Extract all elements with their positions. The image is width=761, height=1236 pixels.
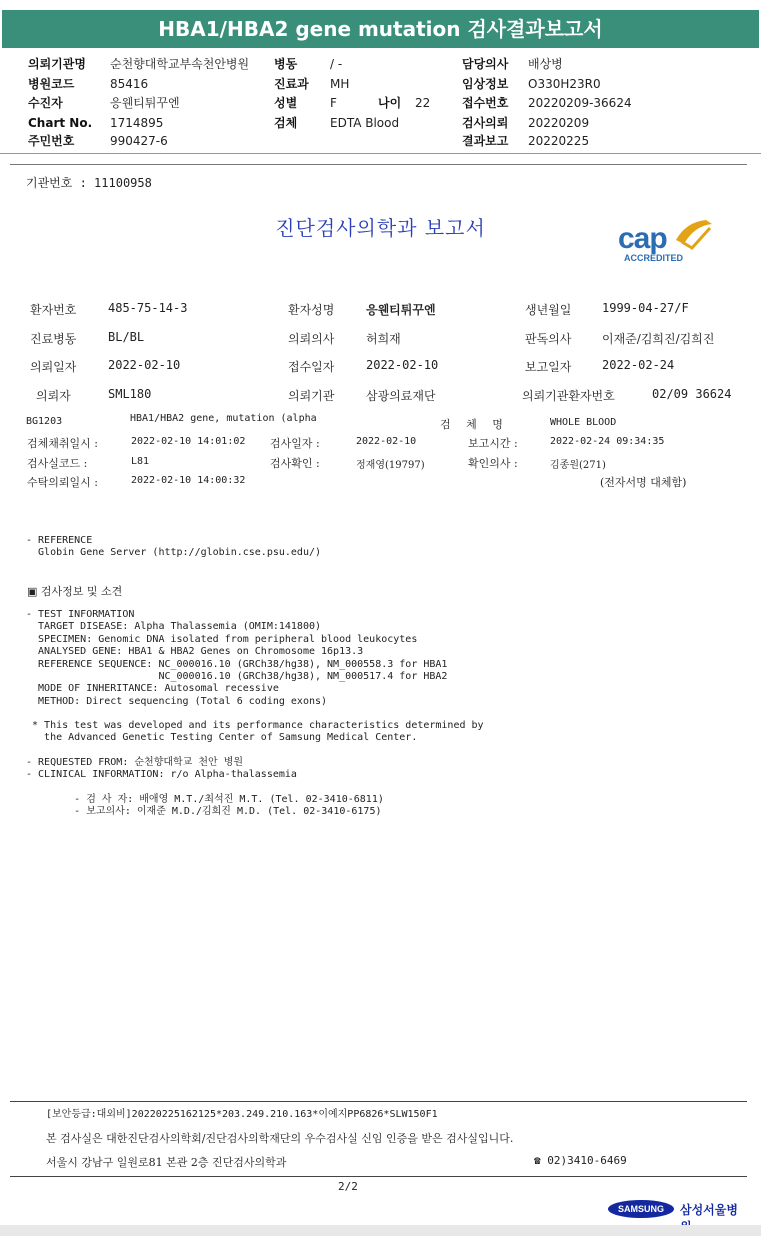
patient-value: 2022-02-10 xyxy=(366,358,439,372)
patient-value: 응웬티튀꾸엔 xyxy=(366,303,436,317)
patient-label: 의뢰기관환자번호 xyxy=(522,389,615,403)
patient-label: 환자성명 xyxy=(288,303,335,317)
patient-label: 생년월일 xyxy=(525,303,572,317)
patient-label: 환자번호 xyxy=(30,303,77,317)
header-label: 진료과 xyxy=(274,77,309,91)
reporttime-value: 2022-02-24 09:34:35 xyxy=(550,436,665,447)
header-label: 임상정보 xyxy=(462,77,509,91)
patient-label: 판독의사 xyxy=(525,332,572,346)
samsung-wordmark: SAMSUNG xyxy=(608,1200,674,1218)
cap-logo-text: cap xyxy=(618,222,667,255)
header-label: 수진자 xyxy=(28,96,63,110)
collect-label: 검체채취일시 : xyxy=(27,437,98,450)
reporttime-label: 보고시간 : xyxy=(468,437,518,450)
divider xyxy=(10,164,747,165)
header-value: 20220225 xyxy=(528,134,590,148)
specimen-label: 검 체 명 xyxy=(440,418,509,431)
header-value: 응웬티튀꾸엔 xyxy=(110,96,180,110)
patient-label: 의뢰의사 xyxy=(288,332,335,346)
request-information: - REQUESTED FROM: 순천향대학교 천안 병원 - CLINICAL INFORMATION: r/o Alpha-thalassemia xyxy=(26,757,297,781)
patient-value: 2022-02-24 xyxy=(602,358,675,372)
header-value: O330H23R0 xyxy=(528,77,601,91)
header-value: 1714895 xyxy=(110,116,164,130)
header-label: 의뢰기관명 xyxy=(28,57,86,71)
lab-address: 서울시 강남구 일원로81 본관 2층 진단검사의학과 xyxy=(46,1156,287,1169)
divider xyxy=(0,153,761,154)
consign-value: 2022-02-10 14:00:32 xyxy=(131,475,246,486)
patient-label: 진료병동 xyxy=(30,332,77,346)
header-label: 검체 xyxy=(274,116,298,130)
header-value: 배상병 xyxy=(528,57,563,71)
patient-value: BL/BL xyxy=(108,330,145,344)
header-value: F xyxy=(330,96,337,110)
patient-value: 2022-02-10 xyxy=(108,358,181,372)
page-bottom-margin xyxy=(0,1225,761,1236)
cap-logo-sub: ACCREDITED xyxy=(624,253,684,263)
electronic-signature-note: (전자서명 대체함) xyxy=(600,476,687,489)
header-label: 담당의사 xyxy=(462,57,509,71)
room-label: 검사실코드 : xyxy=(27,457,88,470)
patient-label: 의뢰일자 xyxy=(30,360,77,374)
patient-label: 접수일자 xyxy=(288,360,335,374)
patient-value: 허희재 xyxy=(366,332,401,346)
test-information: - TEST INFORMATION TARGET DISEASE: Alpha Thalassemia (OMIM:141800) SPECIMEN: Genomic DNA isolated from peripheral blood leukocytes ANALYSED GENE: HBA1 & HBA2 Genes on Chromosome 16p13.3 REFERENCE SEQUENCE: NC_000016.10 (GRCh38/hg38), NM_000558.3 for HBA1 NC_000016.10 (GRCh38/hg38), NM_000517.4 for HBA2 MODE OF INHERITANCE: Autosomal recessive METHOD: Direct sequencing (Total 6 coding exons) xyxy=(26,609,448,707)
header-label: Chart No. xyxy=(28,116,93,130)
report-title: HBA1/HBA2 gene mutation 검사결과보고서 xyxy=(2,10,759,48)
header-value: 20220209 xyxy=(528,116,590,130)
header-label: 접수번호 xyxy=(462,96,509,110)
section-title: ▣ 검사정보 및 소견 xyxy=(27,585,123,598)
header-label: 병원코드 xyxy=(28,77,75,91)
divider xyxy=(10,1176,747,1177)
header-value: 순천향대학교부속천안병원 xyxy=(110,57,250,71)
patient-value: 485-75-14-3 xyxy=(108,301,188,315)
header-label: 병동 xyxy=(274,57,298,71)
collect-value: 2022-02-10 14:01:02 xyxy=(131,436,246,447)
header-label: 결과보고 xyxy=(462,134,509,148)
test-development-note: * This test was developed and its performance characteristics determined by the Advanced Genetic Testing Center of Samsung Medical Center. xyxy=(32,720,484,744)
patient-label: 의뢰자 xyxy=(36,389,71,403)
age-label: 나이 xyxy=(378,96,402,110)
patient-label: 의뢰기관 xyxy=(288,389,335,403)
confirm-value: 정재영(19797) xyxy=(356,460,425,471)
confirm-doctor-label: 확인의사 : xyxy=(468,457,518,470)
report-heading: 진단검사의학과 보고서 xyxy=(275,216,486,240)
cap-check-icon xyxy=(672,218,716,252)
age-value: 22 xyxy=(415,96,431,110)
page-number: 2/2 xyxy=(338,1180,358,1193)
header-value: / - xyxy=(330,57,343,71)
institution-number: 기관번호 : 11100958 xyxy=(26,176,152,190)
security-line: [보안등급:대외비]20220225162125*203.249.210.163*이예지PP6826*SLW150F1 xyxy=(46,1109,438,1120)
certification-statement: 본 검사실은 대한진단검사의학회/진단검사의학재단의 우수검사실 신임 인증을 받은 검사실입니다. xyxy=(46,1132,514,1145)
patient-value: 1999-04-27/F xyxy=(602,301,689,315)
staff-information: - 검 사 자: 배애영 M.T./최석진 M.T. (Tel. 02-3410-6811) - 보고의사: 이재준 M.D./김희진 M.D. (Tel. 02-3410-6175) xyxy=(74,794,384,818)
testdate-value: 2022-02-10 xyxy=(356,436,417,447)
patient-value: 삼광의료재단 xyxy=(366,389,436,403)
patient-label: 보고일자 xyxy=(525,360,572,374)
header-value: 20220209-36624 xyxy=(528,96,632,110)
confirm-label: 검사확인 : xyxy=(270,457,320,470)
consign-label: 수탁의뢰일시 : xyxy=(27,476,98,489)
header-label: 성별 xyxy=(274,96,298,110)
hospital-name: 삼성서울병 xyxy=(680,1203,738,1217)
header-value: 990427-6 xyxy=(110,134,168,148)
test-name: HBA1/HBA2 gene, mutation (alpha xyxy=(130,413,317,424)
patient-value: 이재준/김희진/김희진 xyxy=(602,332,715,346)
header-value: EDTA Blood xyxy=(330,116,400,130)
specimen-value: WHOLE BLOOD xyxy=(550,417,617,428)
patient-value: SML180 xyxy=(108,387,152,401)
header-label: 주민번호 xyxy=(28,134,75,148)
header-value: MH xyxy=(330,77,350,91)
lab-phone: ☎ 02)3410-6469 xyxy=(534,1154,627,1167)
samsung-hospital-logo xyxy=(608,1199,748,1223)
header-value: 85416 xyxy=(110,77,149,91)
testdate-label: 검사일자 : xyxy=(270,437,320,450)
test-code: BG1203 xyxy=(26,416,63,427)
reference-section: - REFERENCE Globin Gene Server (http://globin.cse.psu.edu/) xyxy=(26,535,322,559)
patient-value: 02/09 36624 xyxy=(652,387,732,401)
header-label: 검사의뢰 xyxy=(462,116,509,130)
confirm-doctor-value: 김종원(271) xyxy=(550,460,606,471)
cap-accredited-logo xyxy=(612,218,722,270)
room-value: L81 xyxy=(131,456,150,467)
